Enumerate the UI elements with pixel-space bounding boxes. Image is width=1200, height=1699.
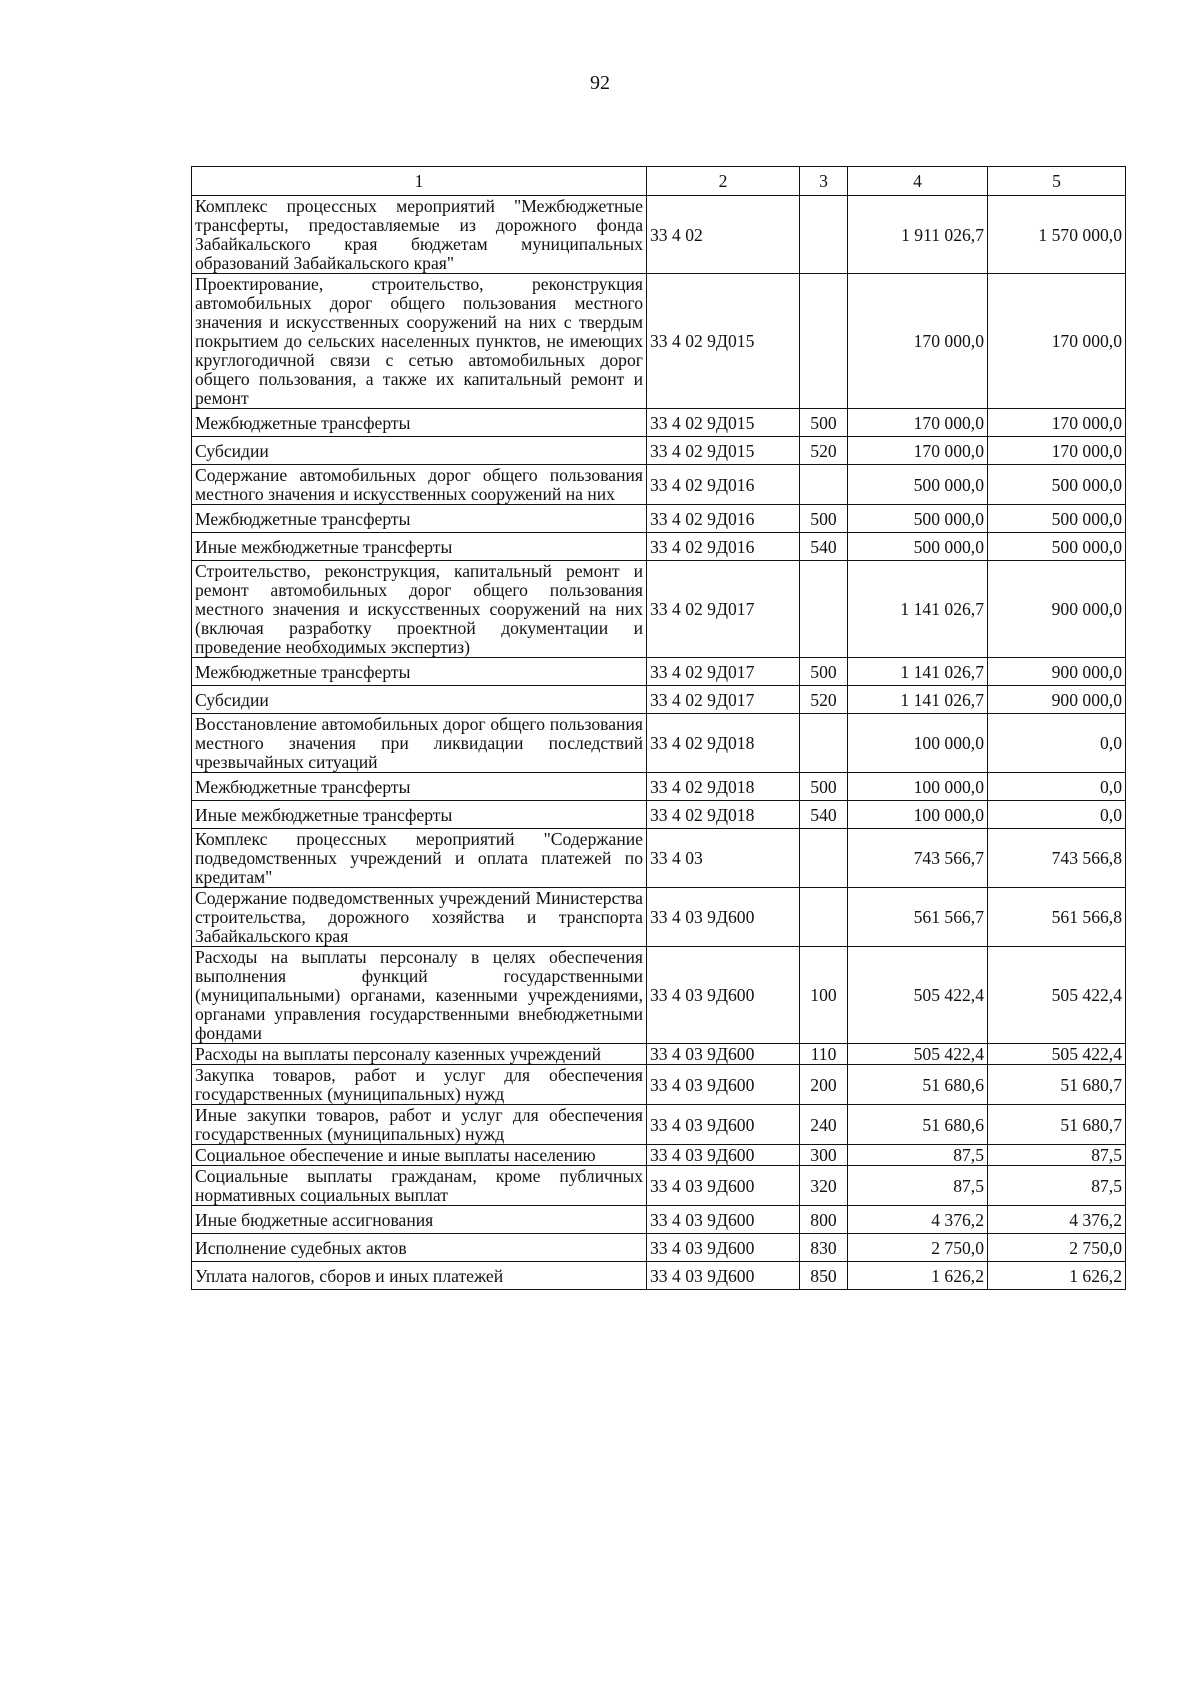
- row-value-1: 100 000,0: [848, 773, 988, 801]
- row-name: Исполнение судебных актов: [192, 1234, 647, 1262]
- row-value-1: 87,5: [848, 1145, 988, 1166]
- table-row: [192, 1065, 1126, 1105]
- row-code: 33 4 03 9Д600: [647, 1145, 800, 1166]
- row-name: Социальные выплаты гражданам, кроме публичных нормативных социальных выплат: [192, 1166, 647, 1206]
- budget-table: [191, 166, 1126, 1290]
- row-name: Восстановление автомобильных дорог общего пользования местного значения при ликвидации последствий чрезвычайных ситуаций: [192, 714, 647, 773]
- row-type: [800, 888, 848, 947]
- row-name: Субсидии: [192, 686, 647, 714]
- row-type: 100: [800, 947, 848, 1044]
- row-value-1: 1 141 026,7: [848, 561, 988, 658]
- column-header-value-2: 5: [988, 167, 1126, 196]
- row-value-2: 900 000,0: [988, 686, 1126, 714]
- row-code: 33 4 03 9Д600: [647, 1105, 800, 1145]
- row-value-1: 170 000,0: [848, 437, 988, 465]
- row-code: 33 4 02 9Д018: [647, 714, 800, 773]
- row-name: Содержание автомобильных дорог общего пользования местного значения и искусственных сооружений на них: [192, 465, 647, 505]
- row-type: 300: [800, 1145, 848, 1166]
- row-name: Социальное обеспечение и иные выплаты населению: [192, 1145, 647, 1166]
- row-name: Расходы на выплаты персоналу в целях обеспечения выполнения функций государственными (муниципальными) органами, казенными учреждениями, органами управления государственными внебюджетными фондами: [192, 947, 647, 1044]
- row-value-1: 87,5: [848, 1166, 988, 1206]
- table-row: [192, 1234, 1126, 1262]
- row-value-1: 100 000,0: [848, 714, 988, 773]
- row-code: 33 4 02 9Д016: [647, 533, 800, 561]
- row-name: Иные закупки товаров, работ и услуг для обеспечения государственных (муниципальных) нужд: [192, 1105, 647, 1145]
- column-header-value-1: 4: [848, 167, 988, 196]
- row-code: 33 4 02 9Д017: [647, 686, 800, 714]
- row-value-2: 87,5: [988, 1145, 1126, 1166]
- row-value-2: 0,0: [988, 801, 1126, 829]
- table-row: [192, 1166, 1126, 1206]
- row-code: 33 4 02 9Д018: [647, 773, 800, 801]
- row-code: 33 4 03 9Д600: [647, 1262, 800, 1290]
- column-header-type: 3: [800, 167, 848, 196]
- table-row: [192, 533, 1126, 561]
- row-name: Межбюджетные трансферты: [192, 505, 647, 533]
- row-value-2: 51 680,7: [988, 1105, 1126, 1145]
- row-type: 540: [800, 533, 848, 561]
- row-name: Комплекс процессных мероприятий "Межбюджетные трансферты, предоставляемые из дорожного фонда Забайкальского края бюджетам муниципальных образований Забайкальского края": [192, 196, 647, 274]
- row-name: Иные межбюджетные трансферты: [192, 801, 647, 829]
- row-name: Содержание подведомственных учреждений Министерства строительства, дорожного хозяйства и транспорта Забайкальского края: [192, 888, 647, 947]
- table-row: [192, 801, 1126, 829]
- table-row: [192, 686, 1126, 714]
- row-name: Закупка товаров, работ и услуг для обеспечения государственных (муниципальных) нужд: [192, 1065, 647, 1105]
- row-type: 520: [800, 437, 848, 465]
- row-code: 33 4 03 9Д600: [647, 1166, 800, 1206]
- row-code: 33 4 02 9Д016: [647, 465, 800, 505]
- row-type: [800, 561, 848, 658]
- row-value-1: 100 000,0: [848, 801, 988, 829]
- row-type: 500: [800, 658, 848, 686]
- row-value-1: 500 000,0: [848, 505, 988, 533]
- row-type: 830: [800, 1234, 848, 1262]
- row-type: [800, 714, 848, 773]
- row-value-1: 4 376,2: [848, 1206, 988, 1234]
- table-row: [192, 888, 1126, 947]
- table-row: [192, 437, 1126, 465]
- row-value-2: 500 000,0: [988, 505, 1126, 533]
- row-type: 850: [800, 1262, 848, 1290]
- row-value-2: 500 000,0: [988, 533, 1126, 561]
- row-code: 33 4 03 9Д600: [647, 1206, 800, 1234]
- row-value-2: 170 000,0: [988, 437, 1126, 465]
- table-row: [192, 1262, 1126, 1290]
- row-value-2: 505 422,4: [988, 947, 1126, 1044]
- row-code: 33 4 02 9Д015: [647, 437, 800, 465]
- row-type: [800, 829, 848, 888]
- row-code: 33 4 02 9Д017: [647, 658, 800, 686]
- row-value-1: 1 141 026,7: [848, 686, 988, 714]
- row-value-2: 170 000,0: [988, 409, 1126, 437]
- row-value-1: 51 680,6: [848, 1065, 988, 1105]
- table-row: [192, 829, 1126, 888]
- row-value-2: 1 570 000,0: [988, 196, 1126, 274]
- column-header-code: 2: [647, 167, 800, 196]
- row-name: Субсидии: [192, 437, 647, 465]
- row-type: 500: [800, 409, 848, 437]
- row-value-1: 505 422,4: [848, 1044, 988, 1065]
- row-type: 800: [800, 1206, 848, 1234]
- row-type: 240: [800, 1105, 848, 1145]
- row-name: Иные межбюджетные трансферты: [192, 533, 647, 561]
- table-row: [192, 1145, 1126, 1166]
- table-header-row: [192, 167, 1126, 196]
- row-name: Проектирование, строительство, реконструкция автомобильных дорог общего пользования местного значения и искусственных сооружений на них с твердым покрытием до сельских населенных пунктов, не имеющих круглогодичной связи с сетью автомобильных дорог общего пользования, а также их капитальный ремонт и ремонт: [192, 274, 647, 409]
- table-row: [192, 1105, 1126, 1145]
- row-code: 33 4 03 9Д600: [647, 1044, 800, 1065]
- row-value-1: 743 566,7: [848, 829, 988, 888]
- row-value-2: 0,0: [988, 773, 1126, 801]
- row-value-2: 743 566,8: [988, 829, 1126, 888]
- table-row: [192, 409, 1126, 437]
- row-type: [800, 274, 848, 409]
- row-code: 33 4 03 9Д600: [647, 1065, 800, 1105]
- page-number: 92: [590, 72, 610, 94]
- row-value-1: 170 000,0: [848, 274, 988, 409]
- table-row: [192, 465, 1126, 505]
- row-name: Иные бюджетные ассигнования: [192, 1206, 647, 1234]
- row-value-1: 1 626,2: [848, 1262, 988, 1290]
- row-type: 520: [800, 686, 848, 714]
- row-name: Расходы на выплаты персоналу казенных учреждений: [192, 1044, 647, 1065]
- row-name: Межбюджетные трансферты: [192, 409, 647, 437]
- table-row: [192, 196, 1126, 274]
- row-value-1: 500 000,0: [848, 465, 988, 505]
- row-value-2: 900 000,0: [988, 561, 1126, 658]
- row-type: [800, 465, 848, 505]
- table-row: [192, 1044, 1126, 1065]
- row-name: Комплекс процессных мероприятий "Содержание подведомственных учреждений и оплата платежей по кредитам": [192, 829, 647, 888]
- row-value-2: 505 422,4: [988, 1044, 1126, 1065]
- row-code: 33 4 02 9Д017: [647, 561, 800, 658]
- table-row: [192, 505, 1126, 533]
- row-value-2: 170 000,0: [988, 274, 1126, 409]
- table-row: [192, 947, 1126, 1044]
- row-type: 540: [800, 801, 848, 829]
- row-value-1: 51 680,6: [848, 1105, 988, 1145]
- row-name: Межбюджетные трансферты: [192, 658, 647, 686]
- row-value-1: 500 000,0: [848, 533, 988, 561]
- row-value-2: 1 626,2: [988, 1262, 1126, 1290]
- row-code: 33 4 03 9Д600: [647, 888, 800, 947]
- row-type: [800, 196, 848, 274]
- table-row: [192, 658, 1126, 686]
- row-value-2: 87,5: [988, 1166, 1126, 1206]
- row-name: Межбюджетные трансферты: [192, 773, 647, 801]
- table-row: [192, 714, 1126, 773]
- row-type: 110: [800, 1044, 848, 1065]
- row-value-1: 561 566,7: [848, 888, 988, 947]
- row-type: 200: [800, 1065, 848, 1105]
- table-row: [192, 274, 1126, 409]
- row-value-2: 561 566,8: [988, 888, 1126, 947]
- row-code: 33 4 02 9Д015: [647, 274, 800, 409]
- row-value-1: 1 141 026,7: [848, 658, 988, 686]
- row-value-2: 0,0: [988, 714, 1126, 773]
- row-code: 33 4 02 9Д015: [647, 409, 800, 437]
- row-value-2: 51 680,7: [988, 1065, 1126, 1105]
- row-type: 320: [800, 1166, 848, 1206]
- row-name: Уплата налогов, сборов и иных платежей: [192, 1262, 647, 1290]
- row-code: 33 4 03 9Д600: [647, 947, 800, 1044]
- row-value-2: 2 750,0: [988, 1234, 1126, 1262]
- row-value-2: 900 000,0: [988, 658, 1126, 686]
- row-value-2: 500 000,0: [988, 465, 1126, 505]
- row-type: 500: [800, 505, 848, 533]
- row-code: 33 4 02: [647, 196, 800, 274]
- row-code: 33 4 02 9Д018: [647, 801, 800, 829]
- row-code: 33 4 03: [647, 829, 800, 888]
- row-code: 33 4 03 9Д600: [647, 1234, 800, 1262]
- row-name: Строительство, реконструкция, капитальный ремонт и ремонт автомобильных дорог общего пользования местного значения и искусственных сооружений на них (включая разработку проектной документации и проведение необходимых экспертиз): [192, 561, 647, 658]
- row-type: 500: [800, 773, 848, 801]
- row-value-1: 505 422,4: [848, 947, 988, 1044]
- row-code: 33 4 02 9Д016: [647, 505, 800, 533]
- row-value-1: 1 911 026,7: [848, 196, 988, 274]
- row-value-1: 170 000,0: [848, 409, 988, 437]
- table-row: [192, 773, 1126, 801]
- table-row: [192, 1206, 1126, 1234]
- column-header-name: 1: [192, 167, 647, 196]
- table-row: [192, 561, 1126, 658]
- row-value-2: 4 376,2: [988, 1206, 1126, 1234]
- row-value-1: 2 750,0: [848, 1234, 988, 1262]
